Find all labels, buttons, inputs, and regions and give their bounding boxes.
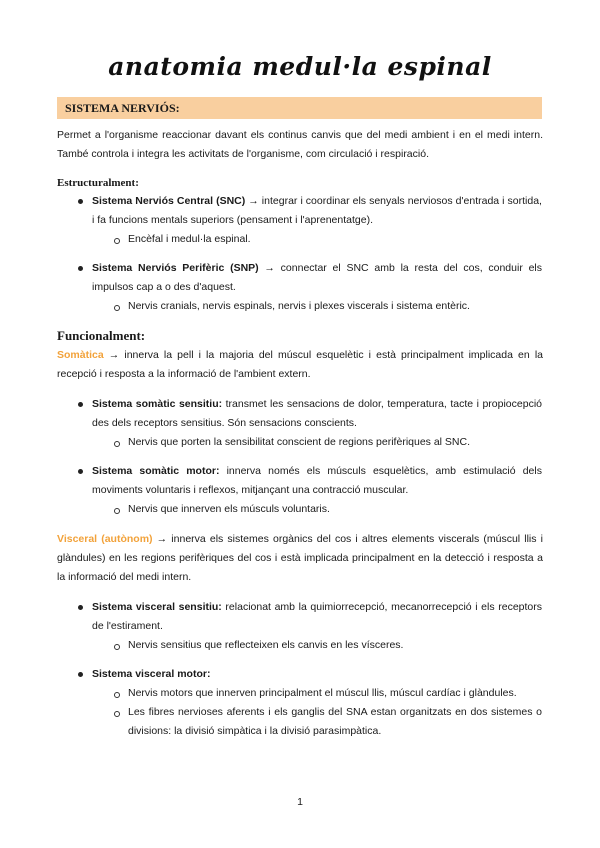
section-header-bar (57, 97, 542, 119)
list-item-snc (92, 192, 542, 230)
bullet-icon (78, 605, 83, 610)
text-snp: → connectar el SNC amb la resta del cos, conduir els impulsos cap a o des d'aquest. (92, 262, 542, 293)
sub-item-somatic-sensitiu: Nervis que porten la sensibilitat conscient de regions perifèriques al SNC. (128, 436, 471, 448)
term-snc: Sistema Nerviós Central (SNC) (92, 195, 246, 207)
paragraph-visceral (57, 530, 543, 587)
intro-paragraph: Permet a l'organisme reaccionar davant els continus canvis que del medi ambient i en el medi intern. També controla i integra les activitats de l'organisme, com circulació i respiració. (57, 129, 543, 160)
bullet-icon (78, 199, 83, 204)
term-visceral-sensitiu: Sistema visceral sensitiu: (92, 601, 222, 613)
term-visceral-motor: Sistema visceral motor: (92, 668, 211, 680)
page-number: 1 (297, 796, 303, 808)
sub-item-visceral-sensitiu: Nervis sensitius que reflecteixen els canvis en les vísceres. (128, 639, 404, 651)
sub-item-snp: Nervis cranials, nervis espinals, nervis i plexes viscerals i sistema entèric. (128, 300, 470, 312)
term-somatic-motor: Sistema somàtic motor: (92, 465, 220, 477)
term-somatic-sensitiu: Sistema somàtic sensitiu: (92, 398, 223, 410)
sub-item-visceral-motor-1: Nervis motors que innerven principalment el múscul llis, múscul cardíac i glàndules. (128, 687, 517, 699)
list-item-snp (92, 259, 542, 297)
list-item-somatic-sensitiu (92, 395, 542, 433)
sub-item-somatic-motor: Nervis que innerven els músculs voluntaris. (128, 503, 330, 515)
term-visceral: Visceral (autònom) (57, 533, 153, 545)
text-visceral: → innerva els sistemes orgànics del cos i altres elements viscerals (múscul llis i glàndules) en les regions perifèriques del cos i està implicada principalment en la detecció i resposta a la informació del medi intern. (57, 533, 543, 583)
term-somatica: Somàtica (57, 349, 104, 361)
list-item-somatic-motor (92, 462, 542, 500)
bullet-icon (78, 469, 83, 474)
paragraph-somatica (57, 346, 543, 384)
sub-item-visceral-motor-2: Les fibres nervioses aferents i els ganglis del SNA estan organitzats en dos sistemes o divisions: la divisió simpàtica i la divisió parasimpàtica. (128, 706, 542, 737)
text-somatic-motor: innerva només els músculs esquelètics, amb estimulació dels moviments voluntaris i reflexos, mitjançant una contracció muscular. (92, 465, 542, 496)
sub-bullet-icon (114, 305, 120, 311)
bullet-icon (78, 402, 83, 407)
list-item-visceral-motor (92, 665, 542, 684)
sub-bullet-icon (114, 711, 120, 717)
sub-bullet-icon (114, 238, 120, 244)
bullet-icon (78, 672, 83, 677)
heading-estructural: Estructuralment: (57, 177, 139, 189)
sub-bullet-icon (114, 508, 120, 514)
text-snc: → integrar i coordinar els senyals nerviosos d'entrada i sortida, i fa funcions mentals superiors (pensament i l'aprenentatge). (92, 195, 542, 226)
section-header: SISTEMA NERVIÓS: (65, 101, 180, 115)
heading-funcional: Funcionalment: (57, 328, 146, 343)
sub-bullet-icon (114, 692, 120, 698)
text-somatica: → innerva la pell i la majoria del múscul esquelètic i està principalment implicada en la recepció i resposta a la informació de l'ambient extern. (57, 349, 543, 380)
bullet-icon (78, 266, 83, 271)
sub-bullet-icon (114, 644, 120, 650)
sub-item-snc: Encèfal i medul·la espinal. (128, 233, 251, 245)
list-item-visceral-sensitiu (92, 598, 542, 636)
text-somatic-sensitiu: transmet les sensacions de dolor, temperatura, tacte i propiocepció des dels receptors sensitius. Són sensacions conscients. (92, 398, 542, 429)
page-title: anatomia medul·la espinal (108, 52, 492, 81)
sub-bullet-icon (114, 441, 120, 447)
term-snp: Sistema Nerviós Perifèric (SNP) (92, 262, 259, 274)
text-visceral-sensitiu: relacionat amb la quimiorrecepció, mecanorrecepció i els receptors de l'estirament. (92, 601, 542, 632)
